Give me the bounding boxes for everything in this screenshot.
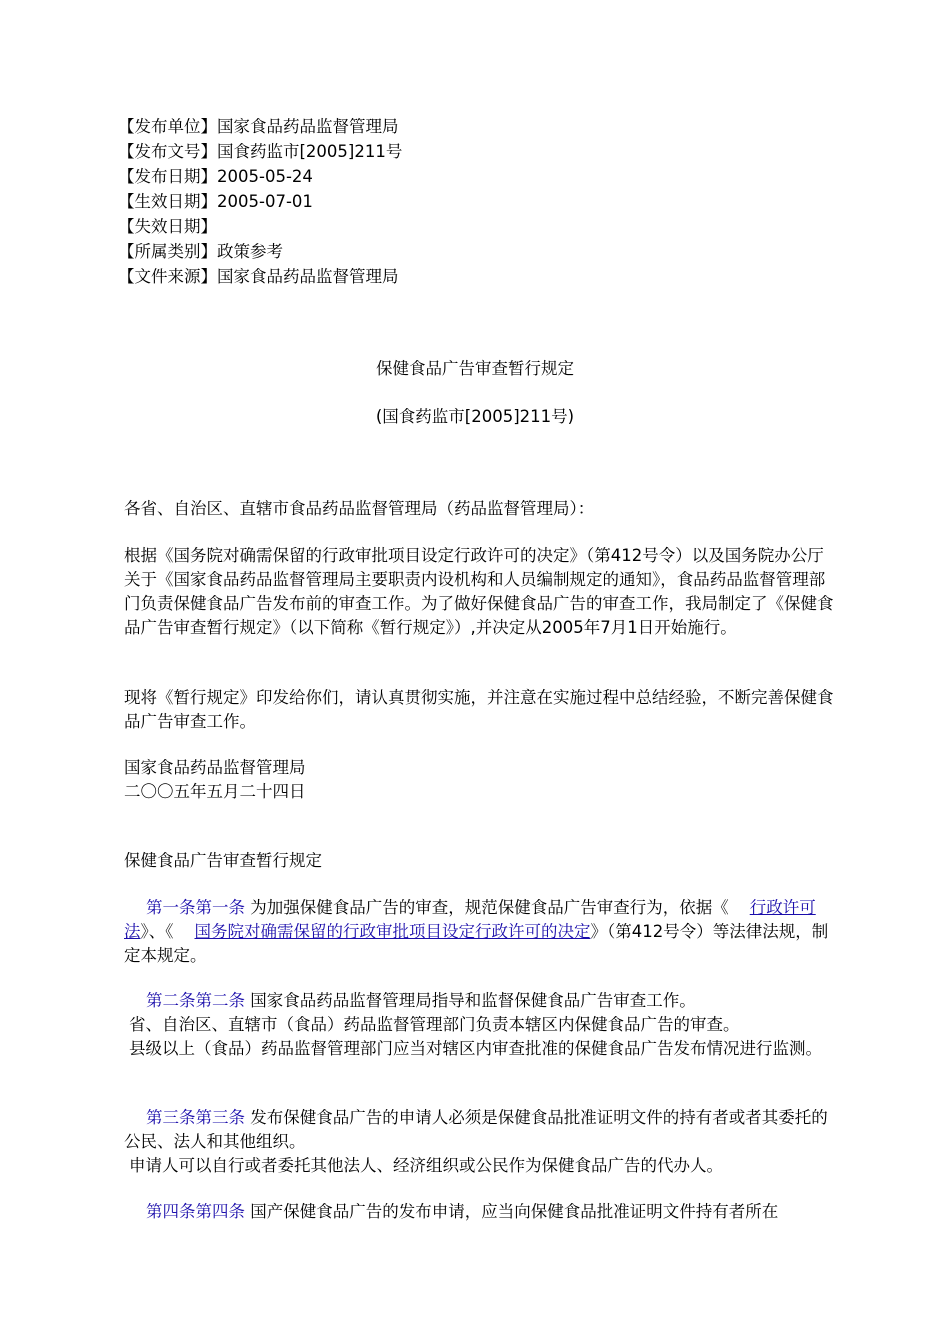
article-1-label: 第一条第一条 xyxy=(146,898,245,917)
document-number-subtitle: (国食药监市[2005]211号) xyxy=(375,407,575,426)
article-4-label: 第四条第四条 xyxy=(146,1202,245,1221)
article-2-text: 国家食品药品监督管理局指导和监督保健食品广告审查工作。 xyxy=(250,991,696,1010)
article-2-line2: 省、自治区、直辖市（食品）药品监督管理部门负责本辖区内保健食品广告的审查。 xyxy=(129,1015,740,1034)
article-1-text-c: 》（第412号令）等法律法规，制定本规定。 xyxy=(124,922,829,965)
meta-category: 【所属类别】政策参考 xyxy=(118,242,283,261)
meta-publish-date: 【发布日期】2005-05-24 xyxy=(118,167,313,186)
metadata-block xyxy=(118,114,818,289)
meta-issuer: 【发布单位】国家食品药品监督管理局 xyxy=(118,117,399,136)
meta-effective-date: 【生效日期】2005-07-01 xyxy=(118,192,313,211)
article-2 xyxy=(124,989,834,1061)
signature-date: 二〇〇五年五月二十四日 xyxy=(124,782,306,801)
article-1-text-a: 为加强保健食品广告的审查，规范保健食品广告审查行为，依据《 xyxy=(250,898,729,917)
law-link-state-council-decision[interactable]: 国务院对确需保留的行政审批项目设定行政许可的决定 xyxy=(194,922,591,941)
article-2-label: 第二条第二条 xyxy=(146,991,245,1010)
article-4-text: 国产保健食品广告的发布申请，应当向保健食品批准证明文件持有者所在 xyxy=(250,1202,779,1221)
article-3 xyxy=(124,1106,834,1178)
meta-source: 【文件来源】国家食品药品监督管理局 xyxy=(118,267,399,286)
article-3-line2: 申请人可以自行或者委托其他法人、经济组织或公民作为保健食品广告的代办人。 xyxy=(129,1156,723,1175)
article-3-label: 第三条第三条 xyxy=(146,1108,245,1127)
instruction-paragraph: 现将《暂行规定》印发给你们，请认真贯彻实施，并注意在实施过程中总结经验，不断完善保健食品广告审查工作。 xyxy=(124,688,834,731)
regulation-title: 保健食品广告审查暂行规定 xyxy=(124,851,322,870)
signature-organization: 国家食品药品监督管理局 xyxy=(124,758,306,777)
intro-paragraph: 根据《国务院对确需保留的行政审批项目设定行政许可的决定》（第412号令）以及国务院办公厅关于《国家食品药品监督管理局主要职责内设机构和人员编制规定的通知》，食品药品监督管理部门负责保健食品广告发布前的审查工作。为了做好保健食品广告的审查工作，我局制定了《保健食品广告审查暂行规定》（以下简称《暂行规定》）,并决定从2005年7月1日开始施行。 xyxy=(124,546,834,637)
meta-expiry-date: 【失效日期】 xyxy=(118,217,217,236)
salutation: 各省、自治区、直辖市食品药品监督管理局（药品监督管理局）： xyxy=(124,499,595,518)
article-1 xyxy=(124,896,834,968)
article-4 xyxy=(124,1200,834,1224)
meta-doc-number: 【发布文号】国食药监市[2005]211号 xyxy=(118,142,403,161)
article-2-line3: 县级以上（食品）药品监督管理部门应当对辖区内审查批准的保健食品广告发布情况进行监测。 xyxy=(129,1039,822,1058)
article-3-text: 发布保健食品广告的申请人必须是保健食品批准证明文件的持有者或者其委托的公民、法人和其他组织。 xyxy=(124,1108,828,1151)
document-title: 保健食品广告审查暂行规定 xyxy=(376,359,574,378)
law-link-administrative-licensing[interactable]: 行政许可法 xyxy=(124,898,816,941)
article-1-text-b: 》、《 xyxy=(140,922,174,941)
